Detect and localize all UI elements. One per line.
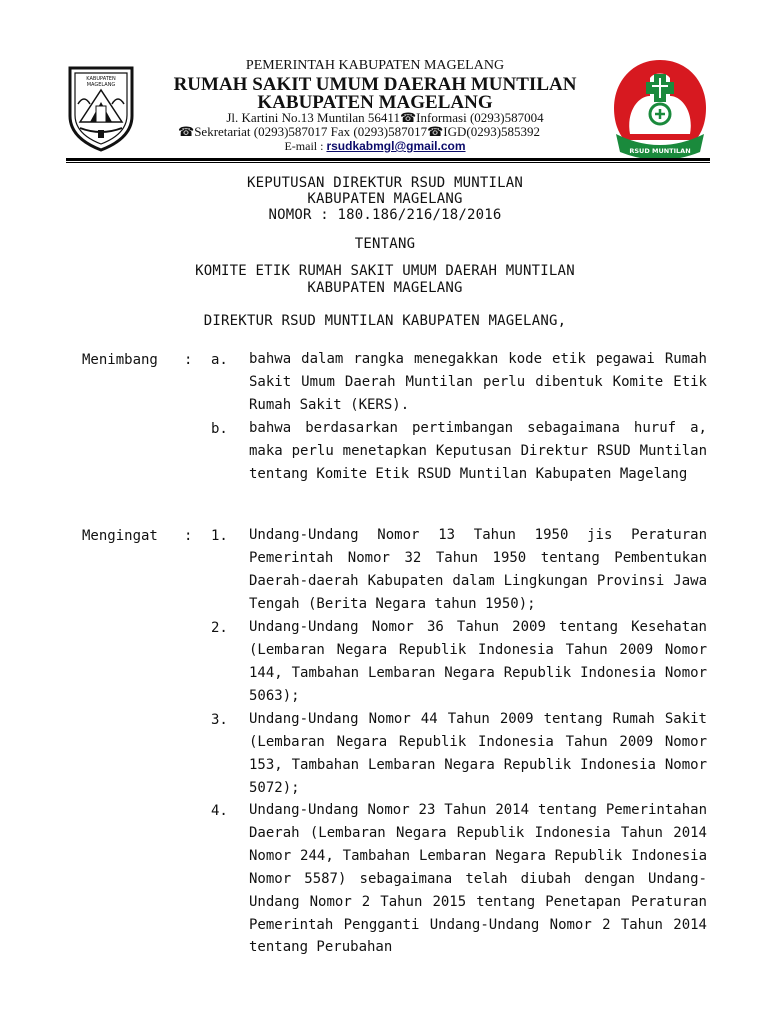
mengingat-item: Undang-Undang Nomor 36 Tahun 2009 tentang Kesehatan (Lembaran Negara Republik Indonesia Tahun 2009 Nomor 144, Tambahan Lembaran Negara Republik Indonesia Nomor 5063);	[249, 619, 707, 704]
decree-number: NOMOR : 180.186/216/18/2016	[268, 207, 502, 223]
menimbang-item: bahwa berdasarkan pertimbangan sebagaimana huruf a, maka perlu menetapkan Keputusan Direktur RSUD Muntilan tentang Komite Etik RSUD Muntilan Kabupaten Magelang	[249, 420, 707, 482]
letterhead-contacts	[178, 124, 608, 140]
decree-tentang: TENTANG	[354, 236, 416, 252]
letterhead-rule-thin	[66, 162, 710, 163]
letterhead-government: PEMERINTAH KABUPATEN MAGELANG	[245, 58, 505, 73]
right-logo-text: RSUD MUNTILAN	[629, 147, 691, 155]
menimbang-label: Menimbang	[82, 352, 158, 368]
rsud-muntilan-logo	[610, 56, 710, 164]
decree-title: KEPUTUSAN DIREKTUR RSUD MUNTILAN	[246, 175, 524, 191]
email-label: E-mail :	[284, 139, 327, 153]
letterhead-email	[150, 139, 600, 154]
mengingat-marker: 2.	[211, 620, 228, 636]
mengingat-marker: 4.	[211, 803, 228, 819]
menimbang-marker: b.	[211, 421, 228, 437]
letterhead-hospital-name: RUMAH SAKIT UMUM DAERAH MUNTILAN	[173, 74, 577, 95]
secretariat-fax: Sekretariat (0293)587017 Fax (0293)587017	[194, 124, 428, 139]
mengingat-label: Mengingat	[82, 528, 158, 544]
mengingat-marker: 1.	[211, 528, 228, 544]
mengingat-item: Undang-Undang Nomor 44 Tahun 2009 tentang Rumah Sakit (Lembaran Negara Republik Indonesia Tahun 2009 Nomor 153, Tambahan Lembaran Negara Republik Indonesia Nomor 5072);	[249, 711, 707, 796]
svg-text:KABUPATEN: KABUPATEN	[86, 76, 116, 82]
kabupaten-magelang-crest-logo	[66, 64, 136, 152]
mengingat-item: Undang-Undang Nomor 23 Tahun 2014 tentang Pemerintahan Daerah (Lembaran Negara Republik Indonesia Tahun 2014 Nomor 244, Tambahan Lembaran Negara Republik Indonesia Nomor 5587) sebagaimana telah diubah dengan Undang-Undang Nomor 2 Tahun 2015 tentang Penetapan Peraturan Pemerintah Pengganti Undang-Undang Nomor 2 Tahun 2014 tentang Perubahan	[249, 802, 707, 956]
email-link[interactable]: rsudkabmgl@gmail.com	[326, 139, 466, 153]
svg-text:MAGELANG: MAGELANG	[86, 82, 116, 88]
mengingat-marker: 3.	[211, 712, 228, 728]
mengingat-item: Undang-Undang Nomor 13 Tahun 1950 jis Peraturan Pemerintah Nomor 32 Tahun 1950 tentang Pembentukan Daerah-daerah Kabupaten dalam Lingkungan Provinsi Jawa Tengah (Berita Negara tahun 1950);	[249, 527, 707, 612]
menimbang-item: bahwa dalam rangka menegakkan kode etik pegawai Rumah Sakit Umum Daerah Muntilan perlu dibentuk Komite Etik Rumah Sakit (KERS).	[249, 351, 707, 413]
decree-subject-line2: KABUPATEN MAGELANG	[307, 280, 463, 296]
letterhead-regency: KABUPATEN MAGELANG	[257, 92, 493, 113]
address-text: Jl. Kartini No.13 Muntilan 56411	[226, 110, 400, 125]
telephone-icon: ☎	[178, 124, 195, 139]
letterhead-rule-thick	[66, 158, 710, 161]
decree-subject-line1: KOMITE ETIK RUMAH SAKIT UMUM DAERAH MUNTILAN	[195, 263, 575, 279]
menimbang-colon: :	[184, 352, 193, 368]
telephone-icon: ☎	[399, 110, 417, 125]
telephone-icon: ☎	[427, 124, 444, 139]
igd-phone: IGD(0293)585392	[443, 124, 541, 139]
mengingat-colon: :	[184, 528, 193, 544]
information-phone: Informasi (0293)587004	[416, 110, 544, 125]
decree-director: DIREKTUR RSUD MUNTILAN KABUPATEN MAGELANG,	[203, 313, 567, 329]
menimbang-marker: a.	[211, 352, 228, 368]
decree-regency: KABUPATEN MAGELANG	[307, 191, 463, 207]
